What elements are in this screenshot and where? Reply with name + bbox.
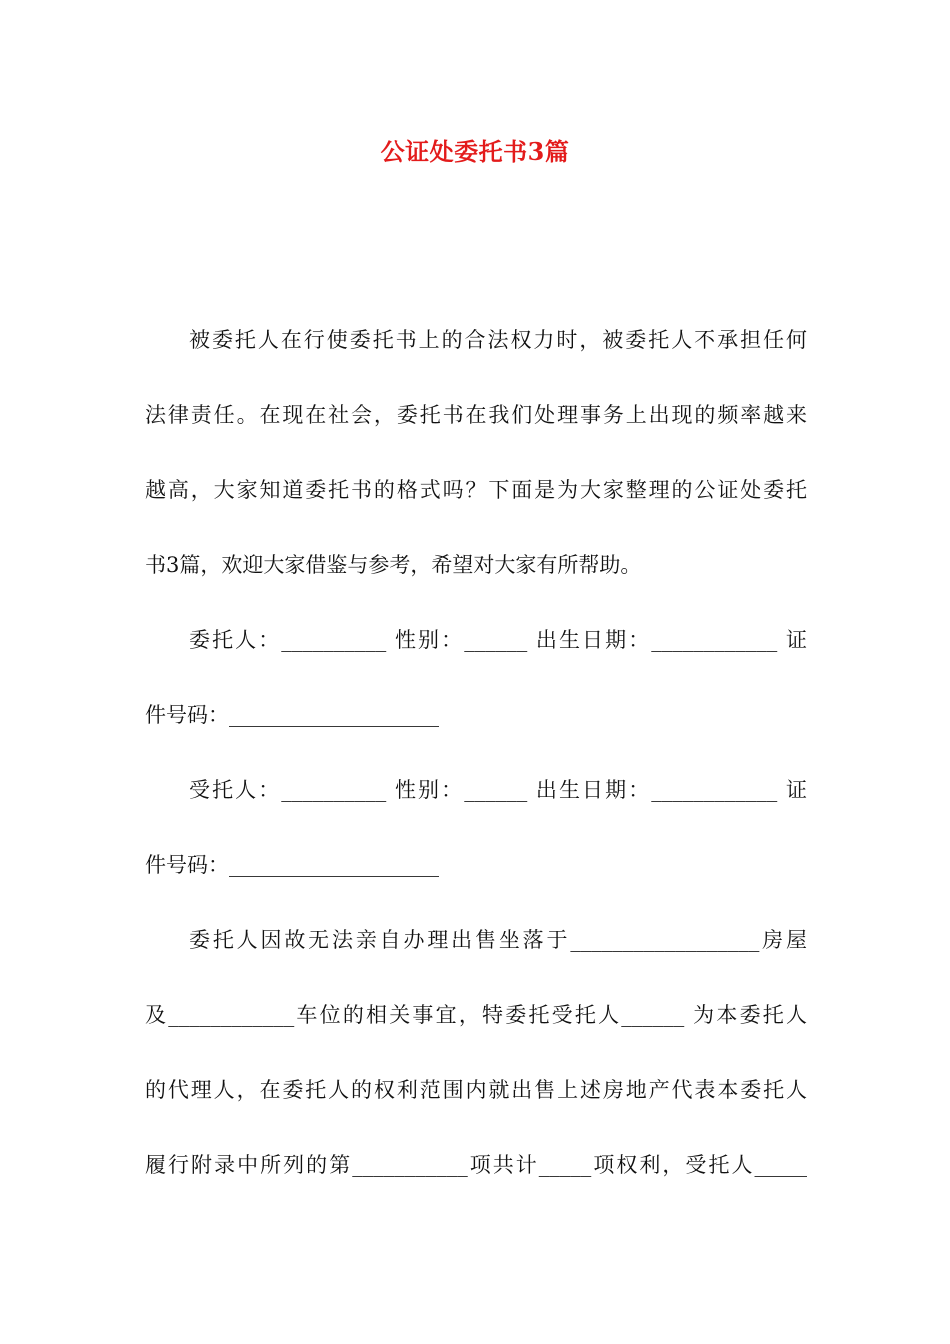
document-title: 公证处委托书3篇 xyxy=(380,137,570,166)
body-line-3: 的代理人，在委托人的权利范围内就出售上述房地产代表本委托人 xyxy=(145,1078,807,1102)
body-line-4: 履行附录中所列的第___________项共计_____项权利，受托人_____ xyxy=(145,1153,807,1177)
body-line-1: 委托人因故无法亲自办理出售坐落于__________________房屋 xyxy=(189,928,807,952)
intro-line-4: 书3篇，欢迎大家借鉴与参考，希望对大家有所帮助。 xyxy=(145,553,642,577)
intro-line-3: 越高，大家知道委托书的格式吗？下面是为大家整理的公证处委托 xyxy=(145,478,807,502)
principal-info-line-1: 委托人：__________ 性别：______ 出生日期：____________ 证 xyxy=(189,628,807,652)
intro-line-1: 被委托人在行使委托书上的合法权力时，被委托人不承担任何 xyxy=(189,328,807,352)
principal-info-line-2: 件号码：____________________ xyxy=(145,703,439,727)
agent-info-line-2: 件号码：____________________ xyxy=(145,853,439,877)
agent-info-line-1: 受托人：__________ 性别：______ 出生日期：____________ 证 xyxy=(189,778,807,802)
body-line-2: 及____________车位的相关事宜，特委托受托人______ 为本委托人 xyxy=(145,1003,807,1027)
intro-line-2: 法律责任。在现在社会，委托书在我们处理事务上出现的频率越来 xyxy=(145,403,807,427)
